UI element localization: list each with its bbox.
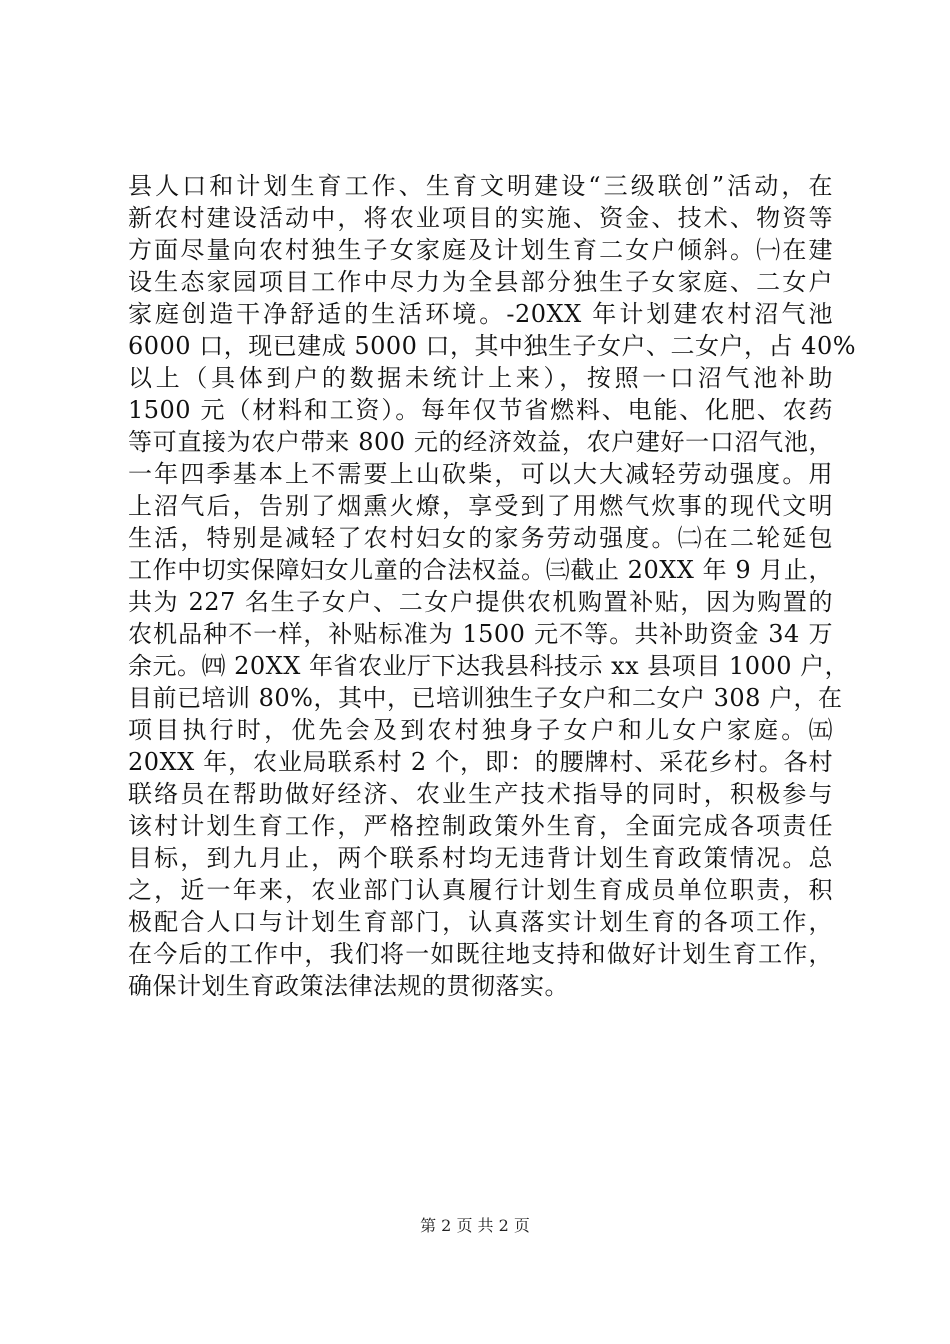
text-line: 该村计划生育工作，严格控制政策外生育，全面完成各项责任 xyxy=(128,812,833,840)
text-line: 上沼气后，告别了烟熏火燎，享受到了用燃气炊事的现代文明 xyxy=(128,492,833,520)
page-number-footer: 第 2 页 共 2 页 xyxy=(420,1216,530,1235)
text-line: 等可直接为农户带来 800 元的经济效益，农户建好一口沼气池， xyxy=(128,428,833,456)
text-line: 联络员在帮助做好经济、农业生产技术指导的同时，积极参与 xyxy=(128,780,833,808)
text-line: 极配合人口与计划生育部门，认真落实计划生育的各项工作， xyxy=(128,908,833,936)
text-line: 一年四季基本上不需要上山砍柴，可以大大减轻劳动强度。用 xyxy=(128,460,833,488)
text-line: 确保计划生育政策法律法规的贯彻落实。 xyxy=(128,972,569,1000)
text-line: 家庭创造干净舒适的生活环境。-20XX 年计划建农村沼气池 xyxy=(128,300,833,328)
text-line: 共为 227 名生子女户、二女户提供农机购置补贴，因为购置的 xyxy=(128,588,833,616)
text-line: 余元。㈣ 20XX 年省农业厅下达我县科技示 xx 县项目 1000 户， xyxy=(128,652,850,680)
text-line: 目标，到九月止，两个联系村均无违背计划生育政策情况。总 xyxy=(128,844,833,872)
text-line: 县人口和计划生育工作、生育文明建设“三级联创”活动，在 xyxy=(128,172,833,200)
text-line: 方面尽量向农村独生子女家庭及计划生育二女户倾斜。㈠在建 xyxy=(128,236,833,264)
text-line: 6000 口，现已建成 5000 口，其中独生子女户、二女户，占 40% xyxy=(128,332,857,360)
text-line: 设生态家园项目工作中尽力为全县部分独生子女家庭、二女户 xyxy=(128,268,833,296)
text-line: 农机品种不一样，补贴标准为 1500 元不等。共补助资金 34 万 xyxy=(128,620,833,648)
text-line: 新农村建设活动中，将农业项目的实施、资金、技术、物资等 xyxy=(128,204,833,232)
text-line: 生活，特别是减轻了农村妇女的家务劳动强度。㈡在二轮延包 xyxy=(128,524,833,552)
text-line: 在今后的工作中，我们将一如既往地支持和做好计划生育工作， xyxy=(128,940,833,968)
text-line: 1500 元（材料和工资）。每年仅节省燃料、电能、化肥、农药 xyxy=(128,396,833,424)
text-line: 以上（具体到户的数据未统计上来），按照一口沼气池补助 xyxy=(128,364,833,392)
text-line: 20XX 年，农业局联系村 2 个，即：的腰牌村、采花乡村。各村 xyxy=(128,748,833,776)
body-paragraph xyxy=(128,170,857,1002)
text-line: 工作中切实保障妇女儿童的合法权益。㈢截止 20XX 年 9 月止， xyxy=(128,556,833,584)
text-line: 项目执行时，优先会及到农村独身子女户和儿女户家庭。㈤ xyxy=(128,716,833,744)
text-line: 目前已培训 80%，其中，已培训独生子女户和二女户 308 户，在 xyxy=(128,684,843,712)
text-line: 之，近一年来，农业部门认真履行计划生育成员单位职责，积 xyxy=(128,876,833,904)
